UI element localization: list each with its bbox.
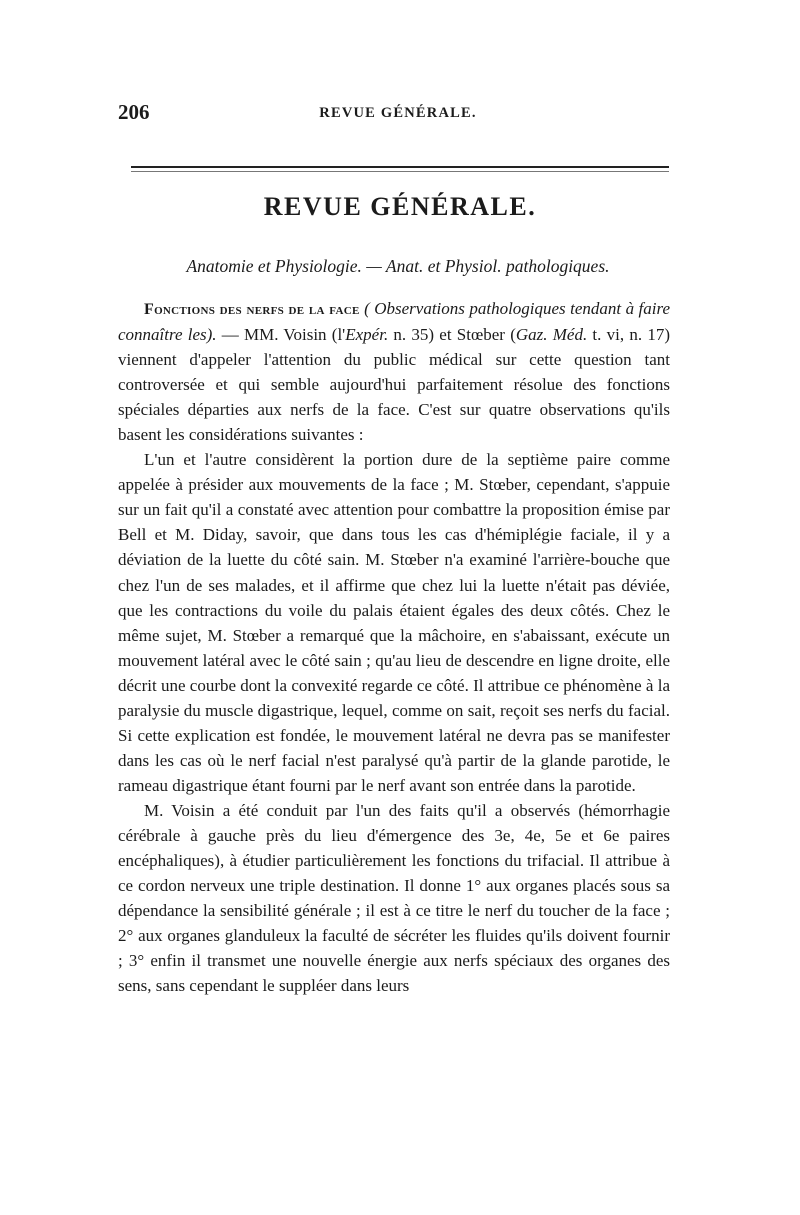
citation-exper: Expér. — [345, 325, 389, 345]
header-rule-thin — [131, 171, 669, 172]
paragraph-1 — [118, 296, 670, 447]
article-heading: Fonctions des nerfs de la face — [144, 301, 360, 318]
paragraph-1-text: — MM. Voisin (l' — [216, 325, 346, 345]
header-rule — [131, 166, 669, 168]
paragraph-2: L'un et l'autre considèrent la portion dure de la septième paire comme appelée à présider aux mouvements de la face ; M. Stœber, cependant, s'appuie sur un fait qu'il a constaté avec attention pour combattre la proposition émise par Bell et M. Diday, savoir, que dans tous les cas d'hémiplégie faciale, il y a déviation de la luette du côté sain. M. Stœber n'a examiné l'arrière-bouche que chez l'un de ses malades, et il affirme que chez lui la luette n'était pas déviée, que les contractions du voile du palais étaient égales des deux côtés. Chez le même sujet, M. Stœber a remarqué que la mâchoire, en s'abaissant, exécute un mouvement latéral avec le côté sain ; qu'au lieu de descendre en ligne droite, elle décrit une courbe dont la convexité regarde ce côté. Il attribue ce phénomène à la paralysie du muscle digastrique, lequel, comme on sait, reçoit ses nerfs du facial. Si cette explication est fondée, le mouvement latéral ne devra pas se manifester dans les cas où le nerf facial n'est paralysé qu'à partir de la glande parotide, le rameau digastrique étant fourni par le nerf avant son entrée dans la parotide. — [118, 450, 670, 795]
running-title: REVUE GÉNÉRALE. — [319, 105, 477, 121]
citation-gaz: Gaz. Méd. — [515, 325, 588, 345]
paragraph-1-text-a: n. 35) et Stœber ( — [388, 325, 516, 345]
section-subtitle: Anatomie et Physiologie. — Anat. et Physiol. pathologiques. — [186, 256, 610, 276]
running-head — [118, 100, 678, 130]
article-heading-italic: ( Observations pathologiques tendant à faire connaître les). — [118, 299, 671, 345]
paragraph-1-text-b: t. vi, n. 17) viennent d'appeler l'attention du public médical sur cette question tant controversée et qui semble aujourd'hui parfaitement résolue des fonctions spéciales départies aux nerfs de la face. C'est sur quatre observations qu'ils basent les considérations suivantes : — [118, 325, 670, 445]
page-number: 206 — [118, 100, 150, 124]
paragraph-3: M. Voisin a été conduit par l'un des faits qu'il a observés (hémorrhagie cérébrale à gauche près du lieu d'émergence des 3e, 4e, 5e et 6e paires encéphaliques), à étudier particulièrement les fonctions du trifacial. Il attribue à ce cordon nerveux une triple destination. Il donne 1° aux organes placés sous sa dépendance la sensibilité générale ; il est à ce titre le nerf du toucher de la face ; 2° aux organes glanduleux la faculté de sécréter les fluides qu'ils doivent fournir ; 3° enfin il transmet une nouvelle énergie aux nerfs spéciaux des organes des sens, sans cependant le suppléer dans leurs — [118, 800, 670, 996]
article-body — [118, 296, 670, 998]
section-title: REVUE GÉNÉRALE. — [263, 192, 537, 221]
